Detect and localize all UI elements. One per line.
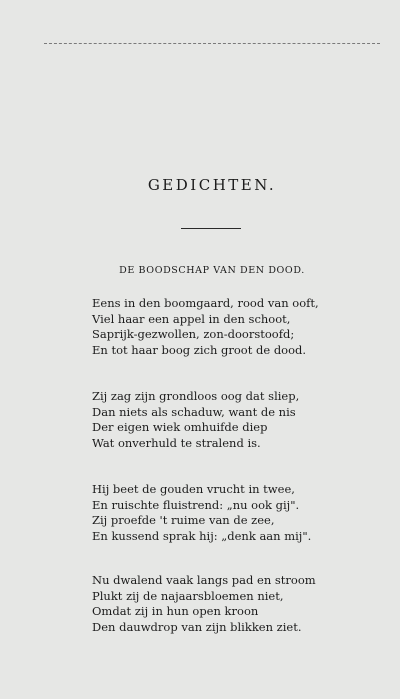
stanza-line: Zij proefde 't ruime van de zee, [92, 513, 275, 527]
stanza-4 [92, 573, 316, 635]
stanza-line: Der eigen wiek omhuifde diep [92, 420, 268, 434]
stanza-line: En ruischte fluistrend: „nu ook gij". [92, 497, 300, 512]
stanza-line: Viel haar een appel in den schoot, [92, 311, 291, 326]
stanza-3 [92, 482, 311, 544]
stanza-line: Hij beet de gouden vrucht in twee, [92, 482, 295, 496]
title-divider [181, 228, 241, 229]
stanza-line: En tot haar boog zich groot de dood. [92, 342, 307, 357]
stanza-line: Plukt zij de najaarsbloemen niet, [92, 588, 284, 603]
stanza-line: Saprijk-gezwollen, zon-doorstoofd; [92, 327, 295, 341]
stanza-line: Eens in den boomgaard, rood van ooft, [92, 296, 319, 310]
stanza-line: En kussend sprak hij: „denk aan mij". [92, 528, 312, 543]
stanza-line: Den dauwdrop van zijn blikken ziet. [92, 619, 302, 634]
top-dashed-rule [44, 43, 380, 44]
poem-title: DE BOODSCHAP VAN DEN DOOD. [119, 265, 305, 276]
stanza-1 [92, 296, 319, 358]
stanza-2 [92, 389, 299, 451]
stanza-line: Nu dwalend vaak langs pad en stroom [92, 573, 316, 587]
section-title: GEDICHTEN. [147, 176, 277, 194]
stanza-line: Omdat zij in hun open kroon [92, 604, 259, 618]
stanza-line: Dan niets als schaduw, want de nis [92, 404, 296, 419]
stanza-line: Wat onverhuld te stralend is. [92, 435, 261, 450]
stanza-line: Zij zag zijn grondloos oog dat sliep, [92, 389, 300, 403]
